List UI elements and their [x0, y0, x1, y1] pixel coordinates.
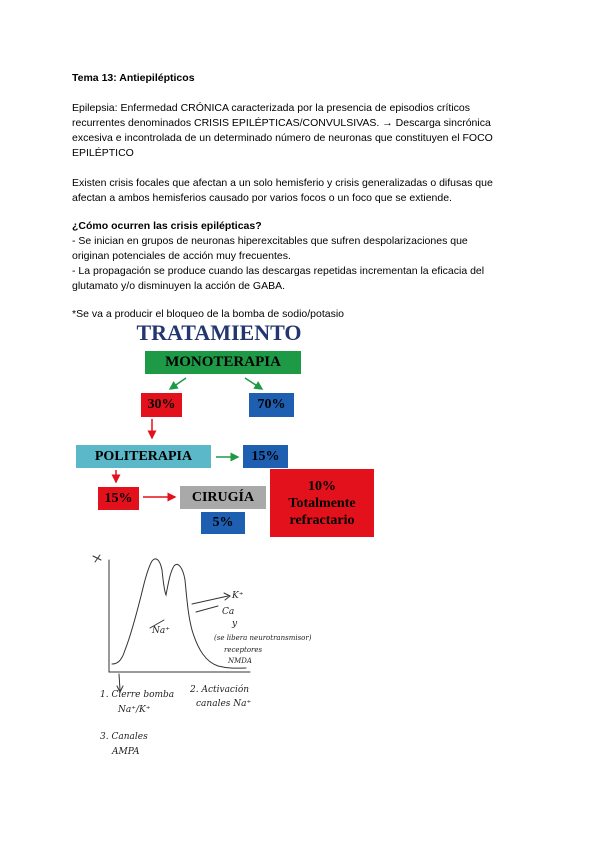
para-epilepsia-line1: Epilepsia: Enfermedad CRÓNICA caracterizada por la presencia de episodios críticos [72, 102, 471, 114]
sketch-step1-line1: 1. Cierre bomba [100, 690, 175, 700]
pct-15-politerapia-box: 15% [243, 445, 288, 468]
para-epilepsia-line2: recurrentes denominados CRISIS EPILÉPTICAS/CONVULSIVAS. → Descarga sincrónica [72, 117, 491, 129]
diagram-title: TRATAMIENTO [136, 320, 302, 345]
pct-30-box: 30% [141, 393, 182, 417]
sketch-step2-line2: canales Na⁺ [196, 699, 252, 709]
monoterapia-box: MONOTERAPIA [145, 351, 301, 374]
para-mechanism-line3: - La propagación se produce cuando las descargas repetidas incrementan la eficacia del [72, 265, 485, 277]
para-crisis-line1: Existen crisis focales que afectan a un solo hemisferio y crisis generalizadas o difusas que [72, 177, 493, 189]
pct-70-box: 70% [249, 393, 294, 417]
sketch-k-arrow [192, 593, 230, 604]
sketch-label-ca: Ca [222, 607, 235, 617]
sketch-label-k: K⁺ [232, 591, 244, 601]
sketch-note-receptores: receptores [224, 646, 263, 654]
refractario-pct: 10% [308, 478, 336, 494]
sketch-step3-line2: AMPA [112, 747, 140, 757]
question-heading: ¿Cómo ocurren las crisis epilépticas? [72, 220, 262, 232]
sketch-label-na: Na⁺ [152, 626, 170, 636]
para-mechanism-line4: glutamato y/o disminuyen la acción de GABA. [72, 280, 286, 292]
sketch-step3-line1: 3. Canales [100, 732, 148, 742]
cirugia-box: CIRUGÍA [180, 486, 266, 509]
sketch-note-neuro: (se libera neurotransmisor) [214, 634, 312, 642]
sketch-axis-mark [93, 555, 101, 562]
pct-5-box: 5% [201, 512, 245, 534]
sketch-note-nmda: NMDA [228, 657, 252, 665]
page-title: Tema 13: Antiepilépticos [72, 72, 195, 84]
sketch-label-y: y [232, 619, 238, 629]
para-mechanism-line1: - Se inician en grupos de neuronas hiperexcitables que sufren despolarizaciones que [72, 235, 468, 247]
refractario-label-1: Totalmente [288, 495, 356, 511]
pct-15-cirugia-box: 15% [98, 487, 139, 510]
refractario-label-2: refractario [289, 512, 355, 528]
para-epilepsia-line4: EPILÉPTICO [72, 147, 134, 159]
sketch-step2-line1: 2. Activación [190, 685, 250, 695]
sketch-step1-line2: Na⁺/K⁺ [118, 705, 151, 715]
para-mechanism-line2: originan potenciales de acción muy frecuentes. [72, 250, 291, 262]
sketch-k-arrow2 [196, 606, 218, 612]
politerapia-box: POLITERAPIA [76, 445, 211, 468]
note-bomba: *Se va a producir el bloqueo de la bomba de sodio/potasio [72, 308, 345, 320]
para-epilepsia-line3: excesiva e incontrolada de un determinado número de neuronas que constituyen el FOCO [72, 132, 493, 144]
para-crisis-line2: afectan a ambos hemisferios causado por varios focos o un foco que se extiende. [72, 192, 452, 204]
